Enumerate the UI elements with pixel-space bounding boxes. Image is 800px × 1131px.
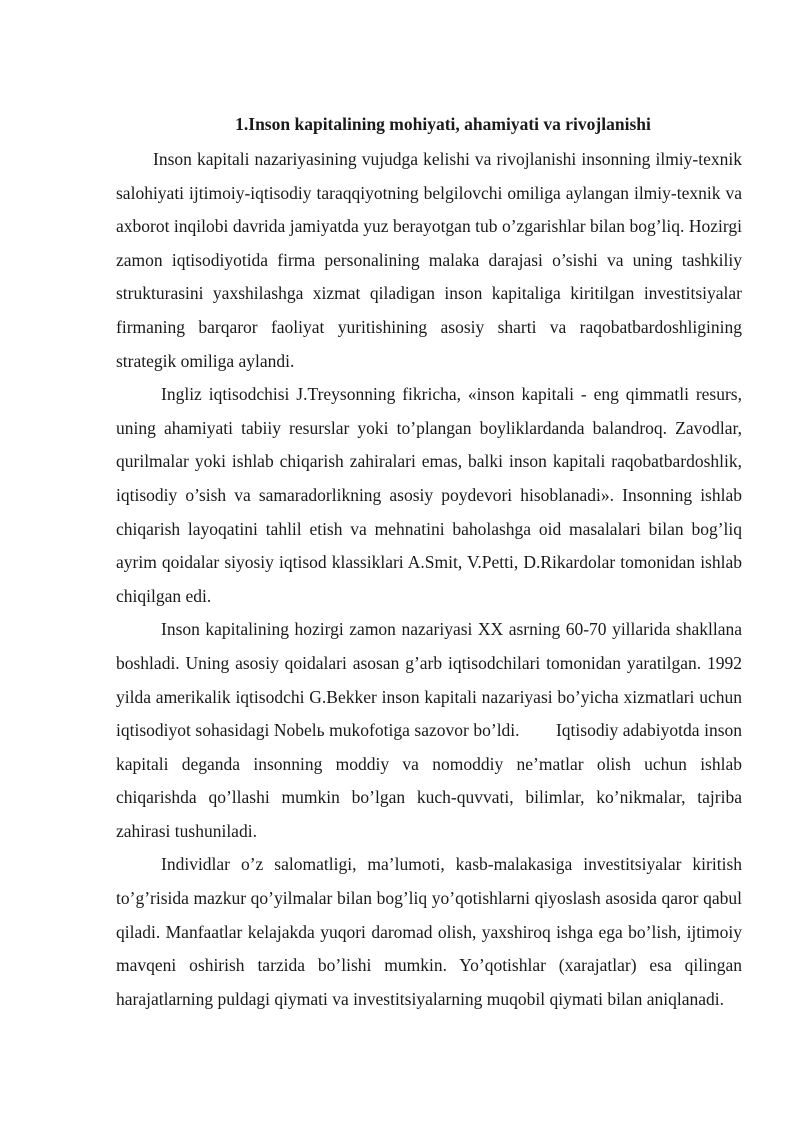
section-title: 1.Inson kapitalining mohiyati, ahamiyati va rivojlanishi — [235, 114, 651, 134]
paragraph-1: Inson kapitali nazariyasining vujudga kelishi va rivojlanishi insonning ilmiy-texnik salohiyati ijtimoiy-iqtisodiy taraqqiyotning belgilovchi omiliga aylangan ilmiy-texnik va axborot inqilobi davrida jamiyatda yuz berayotgan tub o’zgarishlar bilan bog’liq. Hozirgi zamon iqtisodiyotida firma personalining malaka darajasi o’sishi va uning tashkiliy strukturasini yaxshilashga xizmat qiladigan inson kapitaliga kiritilgan investitsiyalar firmaning barqaror faoliyat yuritishining asosiy sharti va raqobatbardoshligining strategik omiliga aylandi. — [116, 149, 742, 371]
paragraph-3: Inson kapitalining hozirgi zamon nazariyasi XX asrning 60-70 yillarida shakllana boshladi. Uning asosiy qoidalari asosan g’arb iqtisodchilari tomonidan yaratilgan. 1992 yilda amerikalik iqtisodchi G.Bekker inson kapitali nazariyasi bo’yicha xizmatlari uchun iqtisodiyot sohasidagi Nobelь mukofotiga sazovor bo’ldi. Iqtisodiy adabiyotda inson kapitali deganda insonning moddiy va nomoddiy ne’matlar olish uchun ishlab chiqarishda qo’llashi mumkin bo’lgan kuch-quvvati, bilimlar, ko’nikmalar, tajriba zahirasi tushuniladi. — [116, 619, 747, 841]
paragraph-4: Individlar o’z salomatligi, ma’lumoti, kasb-malakasiga investitsiyalar kiritish to’g’risida mazkur qo’yilmalar bilan bog’liq yo’qotishlarni qiyoslash asosida qaror qabul qiladi. Manfaatlar kelajakda yuqori daromad olish, yaxshiroq ishga ega bo’lish, ijtimoiy mavqeni oshirish tarzida bo’lishi mumkin. Yo’qotishlar (xarajatlar) esa qilingan harajatlarning puldagi qiymati va investitsiyalarning muqobil qiymati bilan aniqlanadi. — [116, 854, 742, 1009]
document-body — [116, 143, 747, 1016]
paragraph-2: Ingliz iqtisodchisi J.Treysonning fikricha, «inson kapitali - eng qimmatli resurs, uning ahamiyati tabiiy resurslar yoki to’plangan boyliklardanda balandroq. Zavodlar, qurilmalar yoki ishlab chiqarish zahiralari emas, balki inson kapitali raqobatbardoshlik, iqtisodiy o’sish va samaradorlikning asosiy poydevori hisoblanadi». Insonning ishlab chiqarish layoqatini tahlil etish va mehnatini baholashga oid masalalari bilan bog’liq ayrim qoidalar siyosiy iqtisod klassiklari A.Smit, V.Petti, D.Rikardolar tomonidan ishlab chiqilgan edi. — [116, 384, 742, 606]
